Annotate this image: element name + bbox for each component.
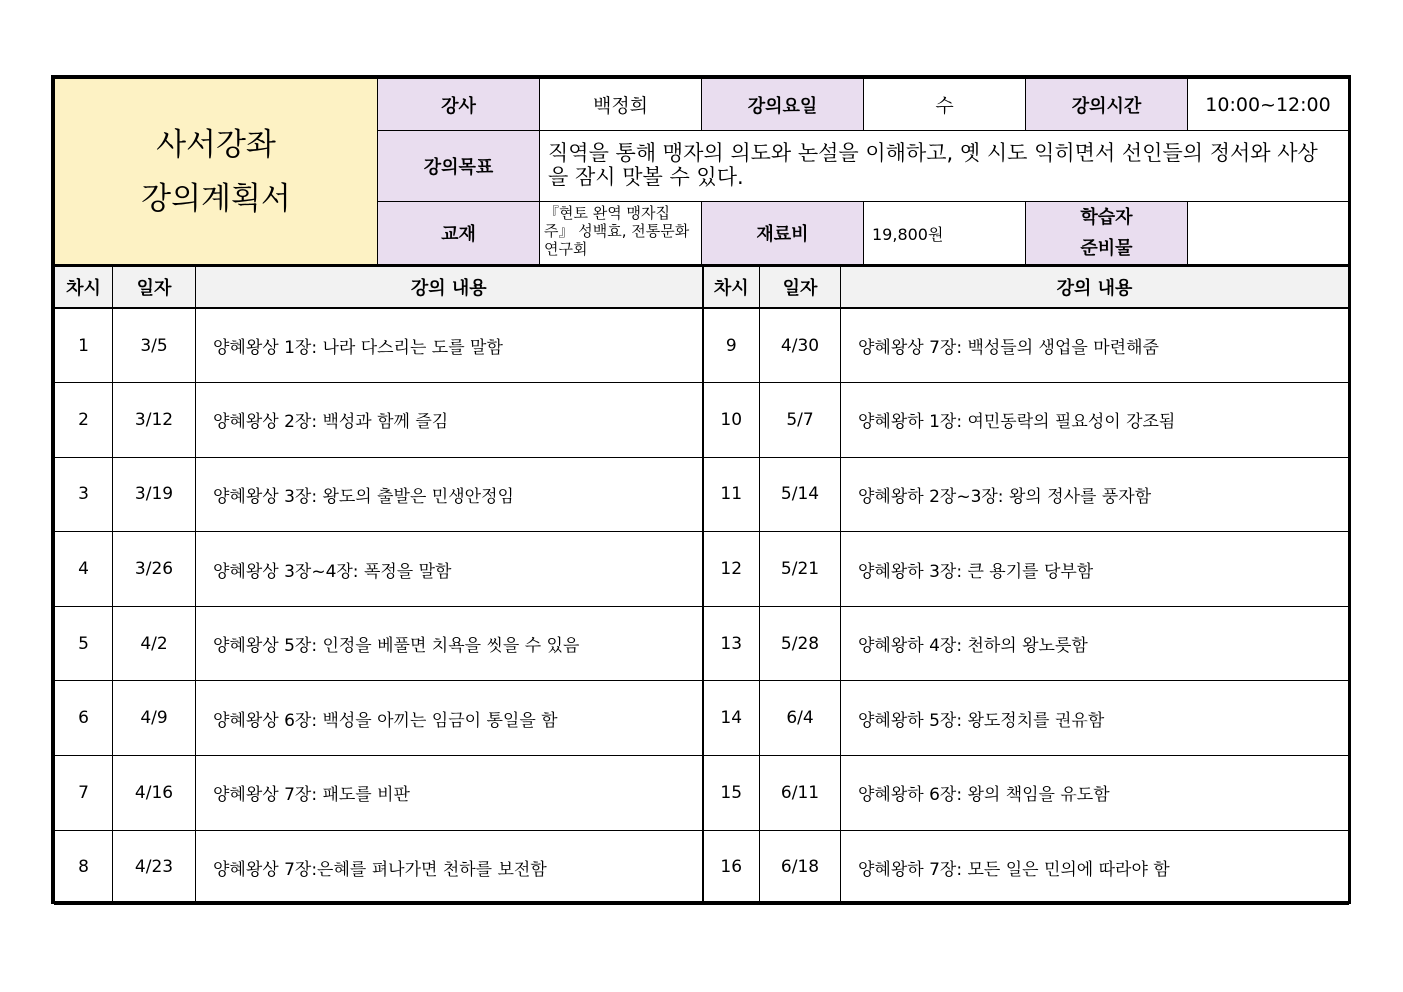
session-date: 5/21 xyxy=(760,532,841,607)
session-content: 양혜왕하 6장: 왕의 책임을 유도함 xyxy=(841,756,1349,831)
session-content: 양혜왕하 7장: 모든 일은 민의에 따라야 함 xyxy=(841,830,1349,905)
prep-value xyxy=(1188,202,1349,265)
session-number: 6 xyxy=(55,681,113,756)
session-content: 양혜왕하 5장: 왕도정치를 권유함 xyxy=(841,681,1349,756)
session-number: 11 xyxy=(703,457,760,532)
fee-label: 재료비 xyxy=(702,202,864,265)
goal-label: 강의목표 xyxy=(378,131,540,202)
schedule-table xyxy=(54,265,1349,905)
session-date: 4/30 xyxy=(760,308,841,383)
session-content: 양혜왕하 2장~3장: 왕의 정사를 풍자함 xyxy=(841,457,1349,532)
session-content: 양혜왕상 1장: 나라 다스리는 도를 말함 xyxy=(196,308,703,383)
session-number: 10 xyxy=(703,383,760,458)
prep-label xyxy=(1026,202,1188,265)
time-label: 강의시간 xyxy=(1026,79,1188,131)
session-date: 3/5 xyxy=(113,308,196,383)
session-date: 3/12 xyxy=(113,383,196,458)
schedule-header-row xyxy=(55,266,1349,308)
session-content: 양혜왕상 5장: 인정을 베풀면 치욕을 씻을 수 있음 xyxy=(196,606,703,681)
title-line-1: 사서강좌 xyxy=(156,126,276,163)
col-session-right: 차시 xyxy=(703,266,760,308)
day-value: 수 xyxy=(864,79,1026,131)
col-content-right: 강의 내용 xyxy=(841,266,1349,308)
table-row xyxy=(55,830,1349,905)
session-date: 3/26 xyxy=(113,532,196,607)
session-date: 4/23 xyxy=(113,830,196,905)
session-content: 양혜왕상 7장: 백성들의 생업을 마련해줌 xyxy=(841,308,1349,383)
session-number: 2 xyxy=(55,383,113,458)
prep-label-line-1: 학습자 xyxy=(1080,207,1133,228)
session-number: 7 xyxy=(55,756,113,831)
session-number: 8 xyxy=(55,830,113,905)
fee-value: 19,800원 xyxy=(864,202,1026,265)
session-date: 4/16 xyxy=(113,756,196,831)
table-row xyxy=(55,681,1349,756)
session-content: 양혜왕하 4장: 천하의 왕노릇함 xyxy=(841,606,1349,681)
session-number: 13 xyxy=(703,606,760,681)
session-number: 14 xyxy=(703,681,760,756)
session-number: 15 xyxy=(703,756,760,831)
session-number: 5 xyxy=(55,606,113,681)
session-date: 6/18 xyxy=(760,830,841,905)
session-date: 6/4 xyxy=(760,681,841,756)
session-content: 양혜왕상 2장: 백성과 함께 즐김 xyxy=(196,383,703,458)
col-session-left: 차시 xyxy=(55,266,113,308)
document-title xyxy=(55,79,378,265)
table-row xyxy=(55,606,1349,681)
session-date: 4/9 xyxy=(113,681,196,756)
time-value: 10:00~12:00 xyxy=(1188,79,1349,131)
session-date: 3/19 xyxy=(113,457,196,532)
session-number: 1 xyxy=(55,308,113,383)
day-label: 강의요일 xyxy=(702,79,864,131)
session-content: 양혜왕상 3장: 왕도의 출발은 민생안정임 xyxy=(196,457,703,532)
session-content: 양혜왕상 7장: 패도를 비판 xyxy=(196,756,703,831)
session-content: 양혜왕하 3장: 큰 용기를 당부함 xyxy=(841,532,1349,607)
session-number: 4 xyxy=(55,532,113,607)
table-row xyxy=(55,308,1349,383)
textbook-value: 『현토 완역 맹자집주』 성백효, 전통문화연구회 xyxy=(540,202,702,265)
session-number: 9 xyxy=(703,308,760,383)
session-number: 12 xyxy=(703,532,760,607)
session-content: 양혜왕상 3장~4장: 폭정을 말함 xyxy=(196,532,703,607)
lecture-plan-sheet xyxy=(51,75,1351,904)
title-line-2: 강의계획서 xyxy=(141,180,291,217)
session-date: 5/7 xyxy=(760,383,841,458)
prep-label-line-2: 준비물 xyxy=(1080,238,1133,259)
table-row xyxy=(55,457,1349,532)
session-number: 3 xyxy=(55,457,113,532)
session-number: 16 xyxy=(703,830,760,905)
col-content-left: 강의 내용 xyxy=(196,266,703,308)
session-date: 4/2 xyxy=(113,606,196,681)
header-table xyxy=(54,78,1349,265)
table-row xyxy=(55,756,1349,831)
col-date-right: 일자 xyxy=(760,266,841,308)
table-row xyxy=(55,532,1349,607)
session-date: 5/14 xyxy=(760,457,841,532)
col-date-left: 일자 xyxy=(113,266,196,308)
goal-value: 직역을 통해 맹자의 의도와 논설을 이해하고, 옛 시도 익히면서 선인들의 정서와 사상을 잠시 맛볼 수 있다. xyxy=(540,131,1349,202)
textbook-label: 교재 xyxy=(378,202,540,265)
session-date: 6/11 xyxy=(760,756,841,831)
session-content: 양혜왕하 1장: 여민동락의 필요성이 강조됨 xyxy=(841,383,1349,458)
instructor-label: 강사 xyxy=(378,79,540,131)
session-content: 양혜왕상 6장: 백성을 아끼는 임금이 통일을 함 xyxy=(196,681,703,756)
session-date: 5/28 xyxy=(760,606,841,681)
session-content: 양혜왕상 7장:은혜를 펴나가면 천하를 보전함 xyxy=(196,830,703,905)
instructor-value: 백정희 xyxy=(540,79,702,131)
table-row xyxy=(55,383,1349,458)
